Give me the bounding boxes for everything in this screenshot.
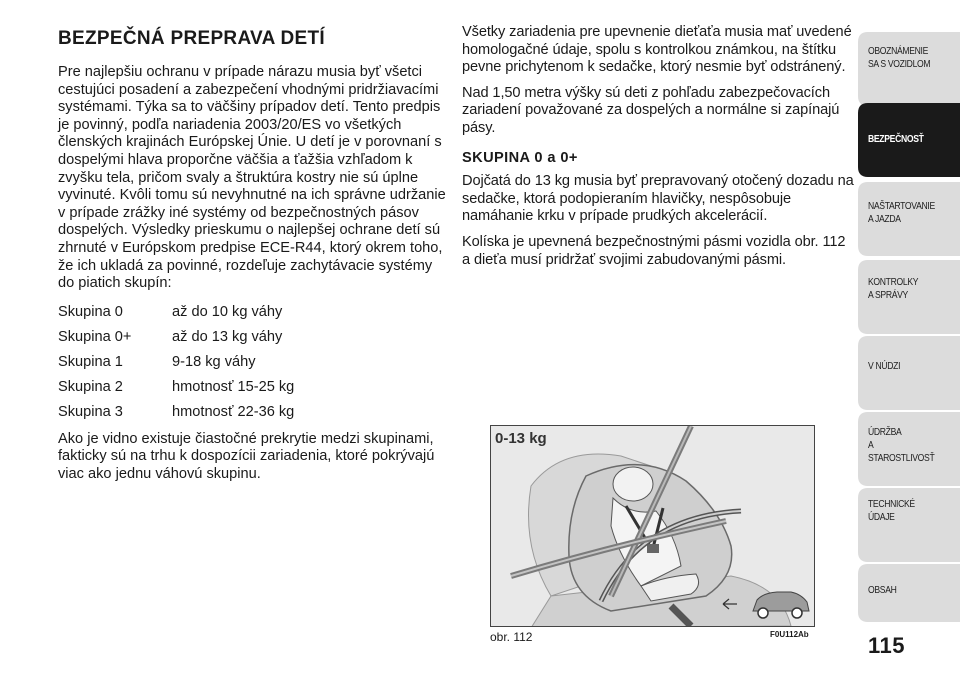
- height-paragraph: Nad 1,50 metra výšky sú deti z pohľadu zabezpečovacích zariadení považované za dospelých a normálne si zapínajú pásy.: [462, 84, 840, 136]
- group-name: Skupina 2: [58, 379, 123, 396]
- tab-v-nudzi[interactable]: [858, 336, 960, 410]
- group-row: [58, 351, 446, 376]
- group-weight: hmotnosť 15-25 kg: [172, 379, 295, 396]
- page-number: 115: [868, 633, 905, 658]
- tab-label: TECHNICKÉ ÚDAJE: [868, 498, 915, 523]
- group-name: Skupina 3: [58, 404, 123, 421]
- group-row: [58, 376, 446, 401]
- tab-bezpecnost[interactable]: [858, 103, 960, 177]
- intro-paragraph: Pre najlepšiu ochranu v prípade nárazu musia byť všetci cestujúci posadení a zabezpečení vhodnými pridržiavacími systémami. Týka sa to väčšiny prípadov detí. Tento predpis je povinný, podľa nariadenia 2003/20/ES vo všetkých členských krajinách Európskej Únie. U detí je v porovnaní s dospelými hlava proporčne väčšia a ťažšia vzhľadom k zvyšku tela, pričom svaly a štruktúra kostry nie sú úplne vyvinuté. Kvôli tomu sú nevyhnutné na ich správne udržanie v prípade zrážky iné systémy od bezpečnostných pásov dospelých. Výsledky prieskumu o najlepšej ochrane detí sú zhrnuté v Európskom predpise ECE-R44, ktorý okrem toho, že ich ukladá za povinné, rozdeľuje zachytávacie systémy do piatich skupín:: [58, 64, 446, 292]
- group-name: Skupina 0: [58, 304, 123, 321]
- tab-oboznamenie[interactable]: [858, 32, 960, 106]
- tab-obsah[interactable]: [858, 564, 960, 638]
- left-column: [58, 64, 446, 492]
- group-row: [58, 401, 446, 426]
- chapter-sidebar: [858, 0, 960, 677]
- cradle-paragraph: Kolíska je upevnená bezpečnostnými pásmi vozidla obr. 112 a dieťa musí pridržať svojimi zabudovanými pásmi.: [462, 233, 846, 268]
- tab-udrzba[interactable]: [858, 412, 960, 486]
- group-weight: 9-18 kg váhy: [172, 354, 256, 371]
- group-weight: hmotnosť 22-36 kg: [172, 404, 295, 421]
- group-weight: až do 13 kg váhy: [172, 329, 283, 346]
- tab-shape: [858, 336, 960, 410]
- infant-paragraph: Dojčatá do 13 kg musia byť prepravovaný otočený dozadu na sedačke, ktorá podopieraním hlavičky, nespôsobuje namáhanie krku v prípade prudkých akcelerácií.: [462, 173, 854, 225]
- group-table: [58, 301, 446, 426]
- homologation-paragraph: Všetky zariadenia pre upevnenie dieťaťa musia mať uvedené homologačné údaje, spolu s kontrolkou známkou, na štítku pevne prichytenom k sedačke, ktorý nesmie byť odstránený.: [462, 24, 852, 76]
- tab-label: KONTROLKY A SPRÁVY: [868, 276, 919, 301]
- group-weight: až do 10 kg váhy: [172, 304, 283, 321]
- section-heading: SKUPINA 0 a 0+: [462, 149, 578, 166]
- tab-label: BEZPEČNOSŤ: [868, 133, 924, 145]
- tab-technicke[interactable]: [858, 488, 960, 562]
- tab-label: ÚDRŽBA A STAROSTLIVOSŤ: [868, 426, 935, 464]
- group-name: Skupina 0+: [58, 329, 132, 346]
- tab-shape: [858, 564, 960, 638]
- overlap-paragraph: Ako je vidno existuje čiastočné prekrytie medzi skupinami, fakticky sú na trhu k dospozícii zariadenia, ktoré pokrývajú viac ako jednu váhovú skupinu.: [58, 430, 435, 482]
- right-column: [462, 24, 854, 277]
- group-row: [58, 326, 446, 351]
- tab-nastartovanie[interactable]: [858, 182, 960, 256]
- page-title: BEZPEČNÁ PREPRAVA DETÍ: [58, 28, 325, 49]
- tab-label: OBSAH: [868, 584, 897, 596]
- tab-kontrolky[interactable]: [858, 260, 960, 334]
- infant-seat-illustration: [491, 426, 815, 627]
- group-name: Skupina 1: [58, 354, 123, 371]
- figure-caption: obr. 112: [490, 630, 533, 644]
- tab-label: OBOZNÁMENIE SA S VOZIDLOM: [868, 45, 931, 70]
- figure-weight-label: 0-13 kg: [495, 430, 547, 447]
- group-row: [58, 301, 446, 326]
- tab-label: NAŠTARTOVANIE A JAZDA: [868, 200, 935, 225]
- tab-label: V NÚDZI: [868, 360, 901, 372]
- figure-112: [490, 425, 815, 627]
- figure-code: F0U112Ab: [770, 630, 809, 639]
